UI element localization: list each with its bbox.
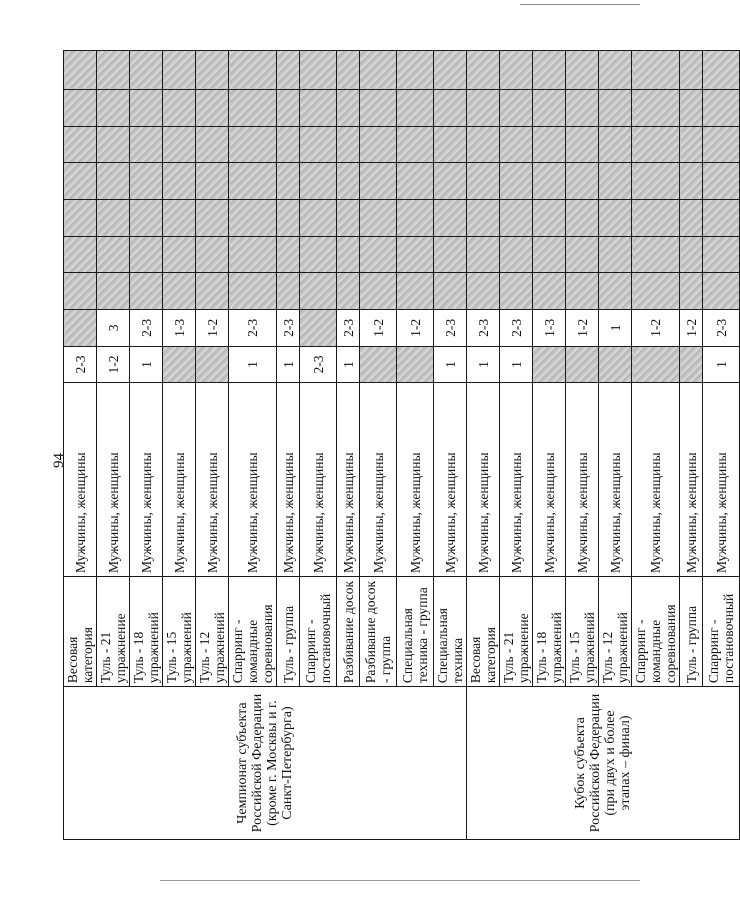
empty-shaded-cell	[229, 163, 277, 200]
empty-shaded-cell	[196, 236, 229, 273]
empty-shaded-cell	[599, 89, 632, 126]
empty-shaded-cell	[64, 126, 97, 163]
rotated-table-container	[63, 50, 736, 840]
empty-shaded-cell	[397, 199, 434, 236]
rank-cell-1	[163, 346, 196, 383]
rank-cell-2: 1-2	[680, 309, 703, 346]
discipline-cell: Туль - 21 упражнение	[500, 577, 533, 687]
empty-shaded-cell	[277, 51, 300, 90]
empty-shaded-cell	[163, 51, 196, 90]
discipline-cell: Туль - 12 упражнений	[196, 577, 229, 687]
rank-cell-2: 1-2	[397, 309, 434, 346]
empty-shaded-cell	[397, 163, 434, 200]
gender-cell: Мужчины, женщины	[566, 383, 599, 577]
empty-shaded-cell	[632, 51, 680, 90]
empty-shaded-cell	[632, 236, 680, 273]
empty-shaded-cell	[680, 236, 703, 273]
empty-shaded-cell	[64, 163, 97, 200]
empty-shaded-cell	[64, 51, 97, 90]
rank-cell-1	[566, 346, 599, 383]
empty-shaded-cell	[434, 163, 467, 200]
rank-cell-1: 1	[130, 346, 163, 383]
discipline-cell: Туль - группа	[680, 577, 703, 687]
empty-shaded-cell	[229, 236, 277, 273]
empty-shaded-cell	[300, 199, 337, 236]
empty-shaded-cell	[130, 126, 163, 163]
gender-cell: Мужчины, женщины	[500, 383, 533, 577]
empty-shaded-cell	[196, 163, 229, 200]
empty-shaded-cell	[337, 163, 360, 200]
rank-cell-2: 1-2	[566, 309, 599, 346]
empty-shaded-cell	[163, 273, 196, 310]
empty-shaded-cell	[599, 126, 632, 163]
competition-name: Кубок субъекта Российской Федерации (при двух и более этапах – финал)	[467, 687, 740, 840]
rank-cell-2: 2-3	[130, 309, 163, 346]
empty-shaded-cell	[632, 163, 680, 200]
empty-shaded-cell	[566, 199, 599, 236]
empty-shaded-cell	[300, 273, 337, 310]
empty-shaded-cell	[680, 273, 703, 310]
empty-shaded-cell	[500, 199, 533, 236]
rank-cell-1: 1	[467, 346, 500, 383]
empty-shaded-cell	[130, 273, 163, 310]
rank-cell-2: 2-3	[500, 309, 533, 346]
gender-cell: Мужчины, женщины	[130, 383, 163, 577]
rank-cell-2: 2-3	[434, 309, 467, 346]
empty-shaded-cell	[130, 51, 163, 90]
empty-shaded-cell	[163, 89, 196, 126]
discipline-cell: Туль - группа	[277, 577, 300, 687]
empty-shaded-cell	[163, 199, 196, 236]
empty-shaded-cell	[300, 236, 337, 273]
empty-shaded-cell	[277, 273, 300, 310]
discipline-cell: Туль - 15 упражнений	[566, 577, 599, 687]
empty-shaded-cell	[360, 273, 397, 310]
empty-shaded-cell	[163, 163, 196, 200]
rank-cell-2: 1-2	[196, 309, 229, 346]
empty-shaded-cell	[703, 163, 740, 200]
gender-cell: Мужчины, женщины	[434, 383, 467, 577]
table-row	[64, 51, 97, 840]
empty-shaded-cell	[703, 199, 740, 236]
discipline-cell: Разбивание досок - группа	[360, 577, 397, 687]
rank-cell-2: 1-2	[360, 309, 397, 346]
empty-shaded-cell	[566, 273, 599, 310]
discipline-cell: Весовая категория	[467, 577, 500, 687]
empty-shaded-cell	[97, 199, 130, 236]
empty-shaded-cell	[632, 273, 680, 310]
empty-shaded-cell	[196, 126, 229, 163]
gender-cell: Мужчины, женщины	[97, 383, 130, 577]
discipline-cell: Туль - 12 упражнений	[599, 577, 632, 687]
empty-shaded-cell	[500, 126, 533, 163]
empty-shaded-cell	[64, 236, 97, 273]
empty-shaded-cell	[500, 163, 533, 200]
empty-shaded-cell	[64, 89, 97, 126]
empty-shaded-cell	[64, 273, 97, 310]
empty-shaded-cell	[277, 126, 300, 163]
empty-shaded-cell	[130, 89, 163, 126]
empty-shaded-cell	[467, 199, 500, 236]
empty-shaded-cell	[566, 89, 599, 126]
rank-cell-1	[599, 346, 632, 383]
empty-shaded-cell	[229, 51, 277, 90]
empty-shaded-cell	[599, 236, 632, 273]
empty-shaded-cell	[229, 126, 277, 163]
empty-shaded-cell	[360, 89, 397, 126]
empty-shaded-cell	[397, 89, 434, 126]
empty-shaded-cell	[599, 163, 632, 200]
empty-shaded-cell	[533, 51, 566, 90]
empty-shaded-cell	[566, 163, 599, 200]
empty-shaded-cell	[97, 236, 130, 273]
rank-cell-2: 1-3	[533, 309, 566, 346]
empty-shaded-cell	[467, 89, 500, 126]
discipline-cell: Туль - 18 упражнений	[130, 577, 163, 687]
table-row	[467, 51, 500, 840]
discipline-cell: Разбивание досок	[337, 577, 360, 687]
gender-cell: Мужчины, женщины	[163, 383, 196, 577]
standards-table	[63, 50, 740, 840]
empty-shaded-cell	[130, 199, 163, 236]
empty-shaded-cell	[360, 199, 397, 236]
discipline-cell: Спарринг - командные соревнования	[229, 577, 277, 687]
discipline-cell: Весовая категория	[64, 577, 97, 687]
empty-shaded-cell	[500, 236, 533, 273]
rank-cell-2	[64, 309, 97, 346]
empty-shaded-cell	[196, 273, 229, 310]
empty-shaded-cell	[300, 89, 337, 126]
empty-shaded-cell	[397, 236, 434, 273]
rank-cell-2: 2-3	[467, 309, 500, 346]
empty-shaded-cell	[434, 126, 467, 163]
empty-shaded-cell	[434, 199, 467, 236]
discipline-cell: Туль - 15 упражнений	[163, 577, 196, 687]
empty-shaded-cell	[196, 199, 229, 236]
empty-shaded-cell	[703, 236, 740, 273]
rank-cell-1: 1	[703, 346, 740, 383]
empty-shaded-cell	[196, 89, 229, 126]
rank-cell-2: 1	[599, 309, 632, 346]
empty-shaded-cell	[97, 163, 130, 200]
empty-shaded-cell	[703, 51, 740, 90]
empty-shaded-cell	[566, 51, 599, 90]
empty-shaded-cell	[229, 89, 277, 126]
empty-shaded-cell	[97, 89, 130, 126]
empty-shaded-cell	[500, 89, 533, 126]
empty-shaded-cell	[533, 273, 566, 310]
empty-shaded-cell	[277, 163, 300, 200]
rank-cell-2: 1-3	[163, 309, 196, 346]
empty-shaded-cell	[337, 51, 360, 90]
gender-cell: Мужчины, женщины	[360, 383, 397, 577]
rank-cell-1: 1	[277, 346, 300, 383]
empty-shaded-cell	[300, 51, 337, 90]
gender-cell: Мужчины, женщины	[599, 383, 632, 577]
gender-cell: Мужчины, женщины	[632, 383, 680, 577]
empty-shaded-cell	[632, 126, 680, 163]
empty-shaded-cell	[337, 126, 360, 163]
gender-cell: Мужчины, женщины	[703, 383, 740, 577]
rank-cell-2	[300, 309, 337, 346]
empty-shaded-cell	[533, 163, 566, 200]
discipline-cell: Спарринг - постановочный	[703, 577, 740, 687]
empty-shaded-cell	[277, 236, 300, 273]
rank-cell-2: 2-3	[337, 309, 360, 346]
empty-shaded-cell	[130, 236, 163, 273]
empty-shaded-cell	[500, 273, 533, 310]
empty-shaded-cell	[196, 51, 229, 90]
rank-cell-1: 1	[229, 346, 277, 383]
empty-shaded-cell	[467, 126, 500, 163]
empty-shaded-cell	[467, 273, 500, 310]
empty-shaded-cell	[566, 126, 599, 163]
empty-shaded-cell	[97, 126, 130, 163]
discipline-cell: Спарринг - командные соревнования	[632, 577, 680, 687]
empty-shaded-cell	[360, 126, 397, 163]
empty-shaded-cell	[360, 163, 397, 200]
empty-shaded-cell	[680, 51, 703, 90]
empty-shaded-cell	[500, 51, 533, 90]
rank-cell-1	[360, 346, 397, 383]
rank-cell-1: 1-2	[97, 346, 130, 383]
competition-name: Чемпионат субъекта Российской Федерации (кроме г. Москвы и г. Санкт-Петербурга)	[64, 687, 467, 840]
empty-shaded-cell	[434, 236, 467, 273]
gender-cell: Мужчины, женщины	[467, 383, 500, 577]
empty-shaded-cell	[533, 199, 566, 236]
empty-shaded-cell	[397, 273, 434, 310]
empty-shaded-cell	[163, 236, 196, 273]
empty-shaded-cell	[397, 51, 434, 90]
empty-shaded-cell	[360, 51, 397, 90]
rank-cell-1	[533, 346, 566, 383]
discipline-cell: Спарринг - постановочный	[300, 577, 337, 687]
empty-shaded-cell	[337, 199, 360, 236]
rank-cell-2: 2-3	[703, 309, 740, 346]
empty-shaded-cell	[467, 51, 500, 90]
empty-shaded-cell	[703, 126, 740, 163]
empty-shaded-cell	[300, 126, 337, 163]
empty-shaded-cell	[680, 199, 703, 236]
rank-cell-2: 2-3	[229, 309, 277, 346]
gender-cell: Мужчины, женщины	[397, 383, 434, 577]
empty-shaded-cell	[533, 89, 566, 126]
empty-shaded-cell	[300, 163, 337, 200]
empty-shaded-cell	[434, 89, 467, 126]
discipline-cell: Специальная техника - группа	[397, 577, 434, 687]
gender-cell: Мужчины, женщины	[533, 383, 566, 577]
scan-edge-bottom	[160, 880, 640, 881]
discipline-cell: Специальная техника	[434, 577, 467, 687]
empty-shaded-cell	[533, 126, 566, 163]
rank-cell-1	[196, 346, 229, 383]
empty-shaded-cell	[130, 163, 163, 200]
rank-cell-1: 2-3	[64, 346, 97, 383]
empty-shaded-cell	[467, 236, 500, 273]
empty-shaded-cell	[680, 89, 703, 126]
empty-shaded-cell	[337, 89, 360, 126]
rank-cell-1	[397, 346, 434, 383]
empty-shaded-cell	[97, 51, 130, 90]
gender-cell: Мужчины, женщины	[680, 383, 703, 577]
rank-cell-1	[680, 346, 703, 383]
rank-cell-1	[632, 346, 680, 383]
empty-shaded-cell	[360, 236, 397, 273]
empty-shaded-cell	[599, 51, 632, 90]
empty-shaded-cell	[632, 89, 680, 126]
discipline-cell: Туль - 18 упражнений	[533, 577, 566, 687]
gender-cell: Мужчины, женщины	[229, 383, 277, 577]
empty-shaded-cell	[599, 273, 632, 310]
table-body	[64, 51, 740, 840]
empty-shaded-cell	[97, 273, 130, 310]
gender-cell: Мужчины, женщины	[196, 383, 229, 577]
empty-shaded-cell	[533, 236, 566, 273]
empty-shaded-cell	[337, 273, 360, 310]
page-number: 94	[51, 453, 67, 468]
gender-cell: Мужчины, женщины	[337, 383, 360, 577]
rank-cell-1: 1	[434, 346, 467, 383]
empty-shaded-cell	[566, 236, 599, 273]
empty-shaded-cell	[397, 126, 434, 163]
gender-cell: Мужчины, женщины	[64, 383, 97, 577]
empty-shaded-cell	[703, 273, 740, 310]
rank-cell-2: 2-3	[277, 309, 300, 346]
empty-shaded-cell	[163, 126, 196, 163]
rank-cell-1: 2-3	[300, 346, 337, 383]
empty-shaded-cell	[632, 199, 680, 236]
empty-shaded-cell	[277, 199, 300, 236]
empty-shaded-cell	[680, 163, 703, 200]
empty-shaded-cell	[434, 273, 467, 310]
gender-cell: Мужчины, женщины	[300, 383, 337, 577]
empty-shaded-cell	[467, 163, 500, 200]
empty-shaded-cell	[703, 89, 740, 126]
gender-cell: Мужчины, женщины	[277, 383, 300, 577]
rank-cell-2: 3	[97, 309, 130, 346]
empty-shaded-cell	[599, 199, 632, 236]
empty-shaded-cell	[229, 199, 277, 236]
empty-shaded-cell	[337, 236, 360, 273]
rank-cell-1: 1	[337, 346, 360, 383]
empty-shaded-cell	[64, 199, 97, 236]
scan-edge-top	[520, 4, 640, 5]
empty-shaded-cell	[434, 51, 467, 90]
empty-shaded-cell	[229, 273, 277, 310]
empty-shaded-cell	[277, 89, 300, 126]
discipline-cell: Туль - 21 упражнение	[97, 577, 130, 687]
rank-cell-1: 1	[500, 346, 533, 383]
rank-cell-2: 1-2	[632, 309, 680, 346]
empty-shaded-cell	[680, 126, 703, 163]
